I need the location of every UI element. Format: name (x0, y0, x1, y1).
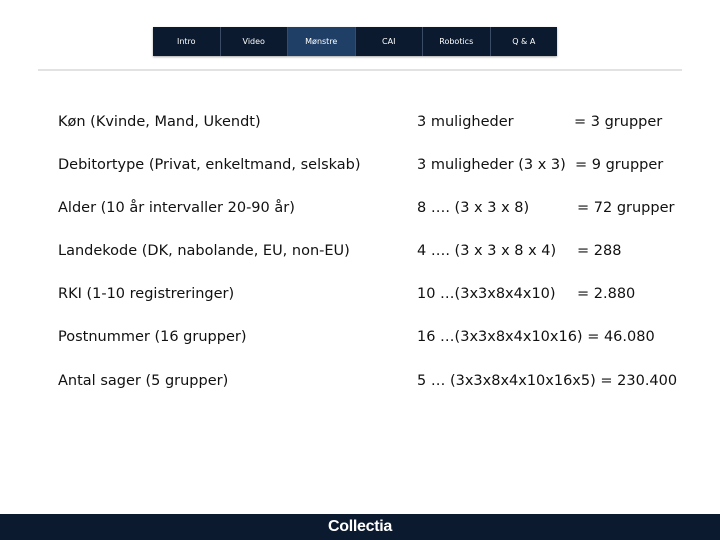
row-label: Postnummer (16 grupper) (58, 329, 247, 345)
row-calculation: 16 …(3x3x8x4x10x16) = 46.080 (417, 329, 655, 345)
grouping-row-case-count (0, 369, 720, 393)
row-result: = 9 grupper (575, 157, 664, 173)
row-calculation: 3 muligheder (3 x 3) (417, 157, 566, 173)
row-result: = 72 grupper (577, 200, 675, 216)
row-calculation: 10 …(3x3x8x4x10) (417, 286, 556, 302)
tab-intro[interactable]: Intro (153, 27, 221, 56)
row-result: = 288 (577, 243, 622, 259)
header-divider (38, 69, 682, 71)
tab-video[interactable]: Video (221, 27, 289, 56)
top-navigation-bar (153, 27, 557, 56)
row-calculation: 3 muligheder (417, 114, 514, 130)
tab-robotics[interactable]: Robotics (423, 27, 491, 56)
footer-bar (0, 514, 720, 540)
tab-monstre[interactable]: Mønstre (288, 27, 356, 56)
row-label: Debitortype (Privat, enkeltmand, selskab) (58, 157, 361, 173)
grouping-row-postal-code (0, 325, 720, 349)
tab-qa[interactable]: Q & A (512, 37, 536, 46)
row-label: RKI (1-10 registreringer) (58, 286, 235, 302)
collectia-logo: Collectia (328, 518, 392, 535)
row-calculation: 8 …. (3 x 3 x 8) (417, 200, 530, 216)
row-result: = 3 grupper (574, 114, 663, 130)
row-label: Antal sager (5 grupper) (58, 373, 229, 389)
row-result: = 2.880 (577, 286, 636, 302)
grouping-row-rki (0, 282, 720, 306)
grouping-row-age (0, 196, 720, 220)
row-label: Køn (Kvinde, Mand, Ukendt) (58, 114, 261, 130)
row-label: Landekode (DK, nabolande, EU, non-EU) (58, 243, 350, 259)
grouping-row-country-code (0, 239, 720, 263)
grouping-row-gender (0, 110, 720, 134)
row-label: Alder (10 år intervaller 20-90 år) (58, 200, 295, 216)
row-calculation: 4 …. (3 x 3 x 8 x 4) (417, 243, 557, 259)
grouping-row-debtor-type (0, 153, 720, 177)
row-calculation: 5 … (3x3x8x4x10x16x5) = 230.400 (417, 373, 678, 389)
tab-cai[interactable]: CAI (356, 27, 424, 56)
